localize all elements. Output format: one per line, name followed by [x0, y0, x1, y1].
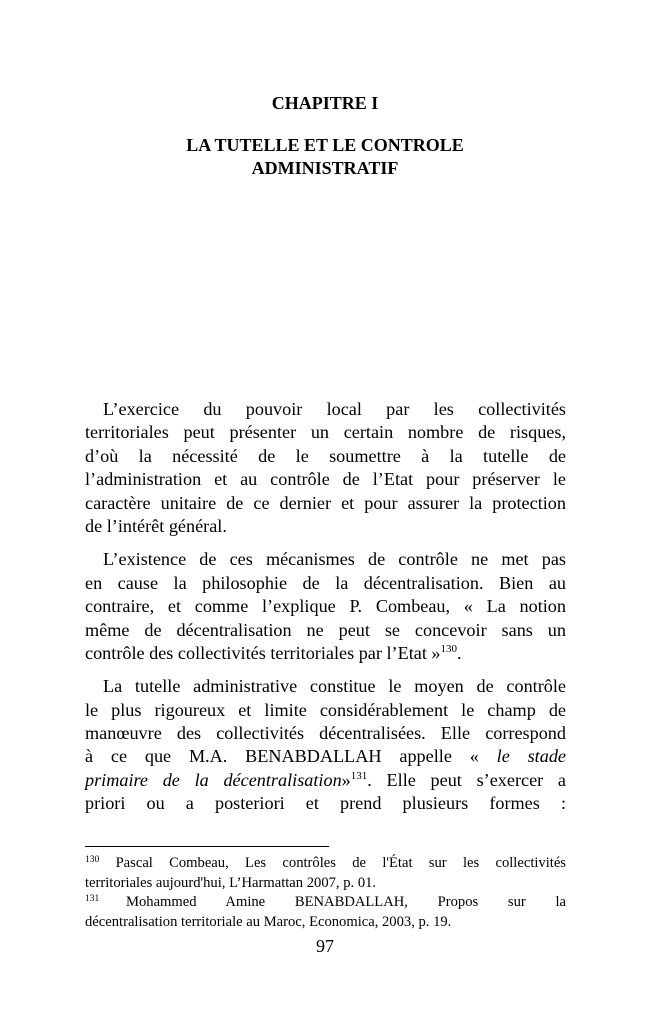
body-text	[85, 398, 566, 826]
paragraph	[85, 398, 566, 538]
footnote-line	[85, 854, 566, 874]
footnote-line: territoriales aujourd'hui, L’Harmattan 2007, p. 01.	[85, 874, 377, 891]
chapter-number: CHAPITRE I	[271, 93, 379, 113]
page-number: 97	[316, 936, 334, 956]
text-line	[85, 745, 566, 768]
text: à ce que M.A. BENABDALLAH appelle «	[85, 746, 497, 767]
quote-italic: primaire de la décentralisation	[85, 769, 342, 790]
chapter-title-line: ADMINISTRATIF	[251, 158, 399, 178]
text-line	[85, 642, 566, 665]
text-line: caractère unitaire de ce dernier et pour assurer la protection	[85, 492, 566, 513]
footnote-number: 130	[85, 855, 100, 865]
chapter-title-line: LA TUTELLE ET LE CONTROLE	[186, 135, 464, 155]
text: »	[341, 769, 351, 790]
footnote-ref[interactable]: 130	[440, 642, 458, 655]
footnotes	[85, 854, 566, 932]
text: contrôle des collectivités territoriales par l’Etat »	[85, 642, 441, 663]
paragraph	[85, 675, 566, 815]
text-line: en cause la philosophie de la décentralisation. Bien au	[85, 572, 566, 593]
text-line	[85, 769, 566, 792]
footnote-line: décentralisation territoriale au Maroc, Economica, 2003, p. 19.	[85, 913, 452, 930]
footnote-line	[85, 893, 566, 913]
footnote-number: 131	[85, 894, 100, 905]
quote-italic: le stade	[496, 746, 566, 767]
text-line: l’administration et au contrôle de l’Etat pour préserver le	[85, 469, 566, 490]
text-line: territoriales peut présenter un certain nombre de risques,	[85, 422, 566, 443]
footnote-separator	[85, 846, 329, 847]
text-line: L’existence de ces mécanismes de contrôle ne met pas	[103, 549, 566, 570]
text-line: L’exercice du pouvoir local par les collectivités	[103, 399, 566, 419]
text: Pascal Combeau, Les contrôles de l'État sur les collectivités	[115, 855, 566, 871]
text-line: d’où la nécessité de le soumettre à la tutelle de	[85, 445, 566, 466]
text-line: le plus rigoureux et limite considérablement le champ de	[85, 699, 566, 720]
text-line: priori ou a posteriori et prend plusieurs formes :	[85, 793, 566, 814]
text-line: contraire, et comme l’explique P. Combeau, « La notion	[85, 596, 566, 617]
text: . Elle peut s’exercer a	[367, 769, 567, 790]
footnote-ref[interactable]: 131	[350, 769, 368, 782]
paragraph	[85, 548, 566, 665]
text-line: même de décentralisation ne peut se concevoir sans un	[85, 619, 566, 640]
text-line: manœuvre des collectivités décentralisées. Elle correspond	[85, 723, 566, 744]
text-line: La tutelle administrative constitue le moyen de contrôle	[103, 676, 566, 697]
text: Mohammed Amine BENABDALLAH, Propos sur la	[126, 894, 566, 911]
text-line: de l’intérêt général.	[85, 515, 227, 536]
text: .	[457, 642, 462, 663]
